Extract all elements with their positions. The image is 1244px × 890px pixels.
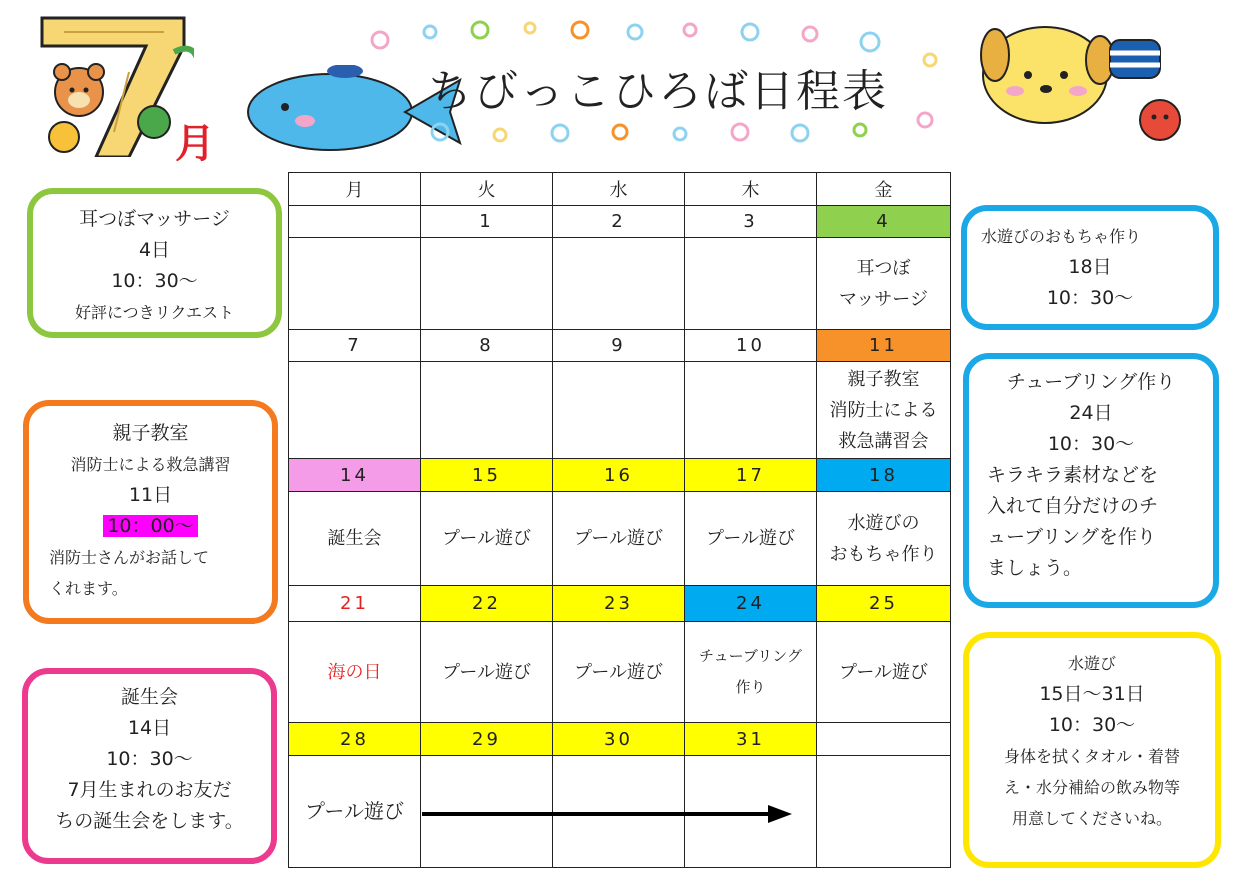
event-cell — [817, 756, 951, 868]
event-cell — [289, 238, 421, 330]
birthday-title: 誕生会 — [120, 686, 178, 708]
water-play-time: 10：30～ — [1048, 714, 1136, 736]
date-cell: 18 — [817, 459, 951, 492]
weekday-tue: 火 — [421, 173, 553, 206]
water-play-note-1: 身体を拭くタオル・着替 — [1003, 747, 1180, 766]
water-play-title: 水遊び — [1067, 654, 1116, 673]
event-cell — [817, 622, 951, 723]
birthday-note-1: 7月生まれのお友だ — [67, 779, 232, 801]
event-cell — [421, 622, 553, 723]
event-cell — [685, 238, 817, 330]
date-cell: 9 — [553, 330, 685, 362]
event-cell — [421, 362, 553, 459]
event-text: プール遊び — [838, 661, 929, 683]
month-seven-illustration — [34, 12, 194, 157]
event-text: 消防士による — [829, 399, 938, 421]
parent-class-note-2: くれます。 — [49, 579, 128, 598]
weekday-wed: 水 — [553, 173, 685, 206]
massage-time: 10：30～ — [111, 270, 198, 292]
water-toy-time: 10：30～ — [1046, 287, 1134, 309]
event-text: 救急講習会 — [838, 430, 929, 452]
event-cell — [817, 238, 951, 330]
event-row — [289, 238, 951, 330]
weekday-mon: 月 — [289, 173, 421, 206]
event-cell — [289, 492, 421, 586]
event-cell — [553, 238, 685, 330]
tube-ring-note-4: ましょう。 — [987, 557, 1083, 579]
event-text: プール遊び — [441, 528, 532, 549]
event-cell — [817, 362, 951, 459]
event-text: プール遊び — [705, 528, 796, 549]
date-cell: 10 — [685, 330, 817, 362]
date-row — [289, 586, 951, 622]
date-cell: 8 — [421, 330, 553, 362]
event-row — [289, 492, 951, 586]
date-row — [289, 723, 951, 756]
parent-class-time: 10：00～ — [103, 515, 197, 537]
date-cell: 21 — [289, 586, 421, 622]
date-row — [289, 459, 951, 492]
date-cell: 17 — [685, 459, 817, 492]
tube-ring-title: チューブリング作り — [1006, 371, 1176, 393]
event-cell — [817, 492, 951, 586]
event-text: マッサージ — [839, 288, 928, 310]
date-cell: 4 — [817, 206, 951, 238]
tube-ring-info-box — [963, 353, 1219, 608]
tube-ring-date: 24日 — [1069, 402, 1113, 424]
page-title: ちびっこひろば日程表 — [428, 66, 888, 117]
event-text: おもちゃ作り — [829, 543, 938, 565]
event-text: プール遊び — [305, 799, 404, 823]
parent-class-date: 11日 — [128, 484, 173, 506]
event-cell — [421, 492, 553, 586]
birthday-info-box — [22, 668, 277, 864]
water-toy-info-box — [961, 205, 1219, 330]
water-toy-title: 水遊びのおもちゃ作り — [981, 227, 1142, 246]
date-cell: 3 — [685, 206, 817, 238]
date-cell: 7 — [289, 330, 421, 362]
date-cell — [289, 206, 421, 238]
parent-class-info-box — [23, 400, 278, 624]
dog-and-octopus-illustration — [960, 15, 1220, 145]
parent-class-subtitle: 消防士による救急講習 — [70, 455, 231, 474]
water-toy-date: 18日 — [1068, 256, 1112, 278]
parent-class-title: 親子教室 — [112, 422, 189, 444]
weekday-thu: 木 — [685, 173, 817, 206]
date-cell: 14 — [289, 459, 421, 492]
event-cell — [685, 622, 817, 723]
tube-ring-note-3: ューブリングを作り — [987, 526, 1156, 548]
right-arrow-icon — [422, 805, 792, 823]
birthday-note-2: ちの誕生会をします。 — [55, 810, 244, 832]
event-row — [289, 362, 951, 459]
event-text: 海の日 — [327, 661, 382, 683]
event-text: 耳つぼ — [856, 257, 911, 279]
event-text: 誕生会 — [327, 528, 382, 549]
water-play-date: 15日～31日 — [1039, 683, 1145, 705]
event-text: プール遊び — [573, 528, 664, 549]
date-cell: 29 — [421, 723, 553, 756]
massage-info-box — [27, 188, 282, 338]
date-cell: 15 — [421, 459, 553, 492]
event-cell — [289, 362, 421, 459]
date-cell: 2 — [553, 206, 685, 238]
date-cell: 11 — [817, 330, 951, 362]
date-cell: 24 — [685, 586, 817, 622]
date-cell: 30 — [553, 723, 685, 756]
event-cell — [553, 622, 685, 723]
massage-date: 4日 — [138, 239, 171, 261]
event-text: 水遊びの — [847, 512, 920, 534]
weekday-fri: 金 — [817, 173, 951, 206]
tube-ring-note-2: 入れて自分だけのチ — [987, 495, 1159, 517]
water-play-note-3: 用意してくださいね。 — [1011, 809, 1172, 828]
date-cell: 22 — [421, 586, 553, 622]
event-row — [289, 622, 951, 723]
event-cell — [421, 238, 553, 330]
event-text: チューブリング — [699, 647, 802, 665]
date-cell: 28 — [289, 723, 421, 756]
event-cell — [289, 622, 421, 723]
date-cell — [817, 723, 951, 756]
massage-note: 好評につきリクエスト — [74, 303, 235, 322]
birthday-date: 14日 — [127, 717, 172, 739]
event-cell — [685, 362, 817, 459]
event-text: プール遊び — [573, 661, 664, 683]
date-cell: 16 — [553, 459, 685, 492]
massage-title: 耳つぼマッサージ — [79, 208, 230, 230]
date-row — [289, 206, 951, 238]
event-text: 作り — [735, 678, 766, 696]
calendar-table — [288, 172, 951, 868]
date-cell: 1 — [421, 206, 553, 238]
event-cell — [685, 492, 817, 586]
event-cell — [553, 362, 685, 459]
parent-class-note-1: 消防士さんがお話して — [49, 548, 210, 567]
date-cell: 31 — [685, 723, 817, 756]
event-cell — [553, 492, 685, 586]
tube-ring-note-1: キラキラ素材などを — [987, 464, 1159, 486]
date-cell: 25 — [817, 586, 951, 622]
date-row — [289, 330, 951, 362]
event-text: プール遊び — [441, 661, 532, 683]
date-cell: 23 — [553, 586, 685, 622]
water-play-note-2: え・水分補給の飲み物等 — [1003, 778, 1180, 797]
water-play-info-box — [963, 632, 1221, 868]
tube-ring-time: 10：30～ — [1047, 433, 1135, 455]
month-label: 月 — [175, 121, 215, 167]
event-cell — [289, 756, 421, 868]
birthday-time: 10：30～ — [106, 748, 193, 770]
event-text: 親子教室 — [847, 368, 920, 390]
weekday-header-row — [289, 173, 951, 206]
